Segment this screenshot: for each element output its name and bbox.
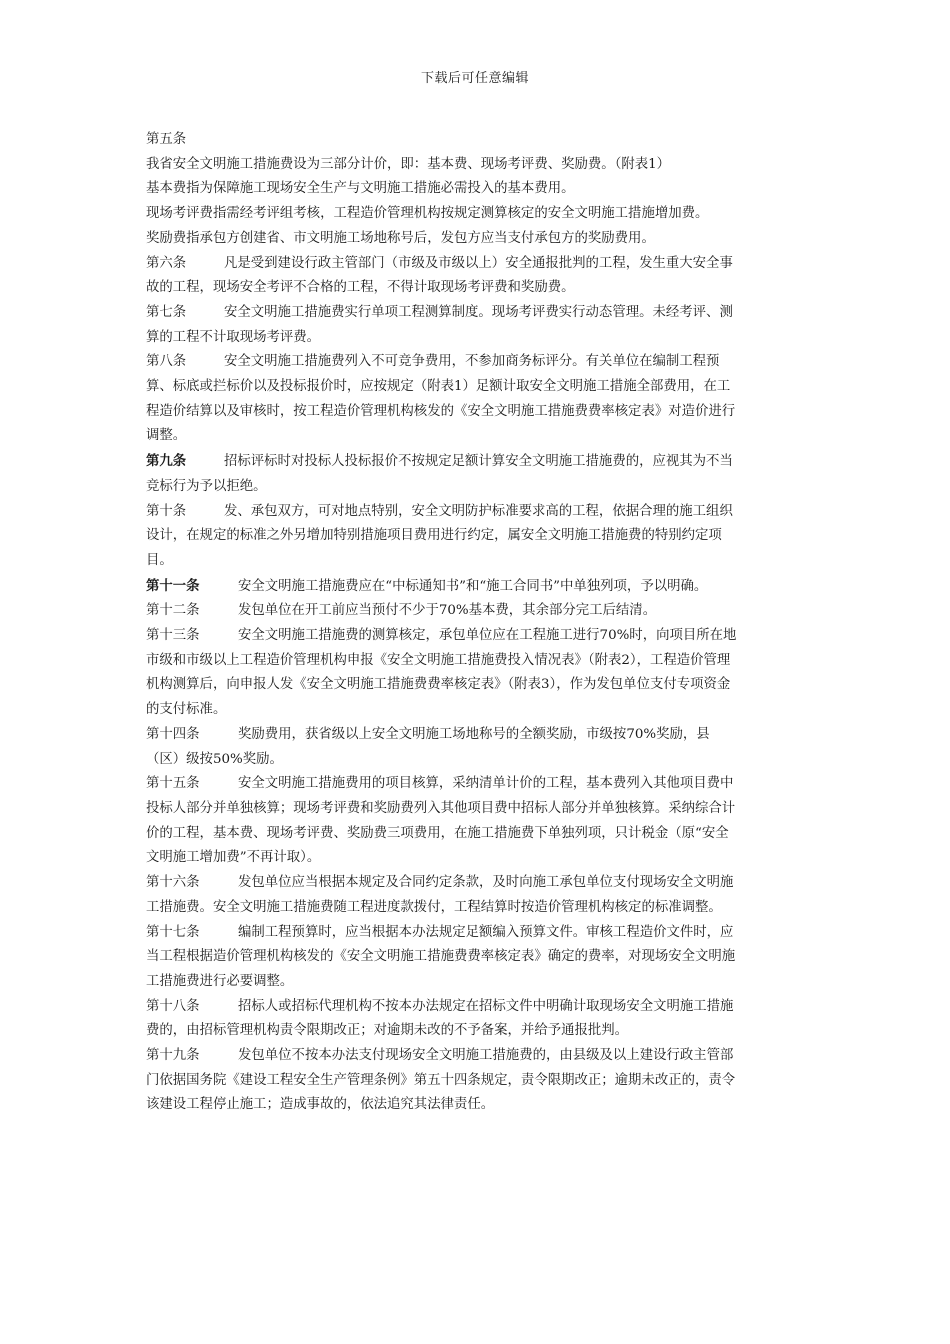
article-number: 第十二条: [146, 603, 200, 619]
paragraph-article-16: [146, 871, 742, 920]
article-text: 我省安全文明施工措施费设为三部分计价，即：基本费、现场考评费、奖励费。（附表1）: [146, 156, 671, 172]
article-text: 招标评标时对投标人投标报价不按规定足额计算安全文明施工措施费的，应视其为不当竞标行为予以拒绝。: [146, 454, 733, 494]
paragraph-basic-fee: [146, 177, 742, 202]
paragraph-article-8: [146, 350, 742, 449]
article-text: 编制工程预算时，应当根据本办法规定足额编入预算文件。审核工程造价文件时，应当工程根据造价管理机构核发的《安全文明施工措施费费率核定表》确定的费率，对现场安全文明施工措施费进行必要调整。: [146, 924, 736, 989]
article-text: 安全文明施工措施费的测算核定，承包单位应在工程施工进行70%时，向项目所在地市级和市级以上工程造价管理机构申报《安全文明施工措施费投入情况表》（附表2），工程造价管理机构测算后，向申报人发《安全文明施工措施费费率核定表》（附表3），作为发包单位支付专项资金的支付标准。: [146, 628, 737, 718]
article-number: 第十条: [146, 503, 187, 519]
paragraph-article-17: [146, 921, 742, 995]
article-number: 第十一条: [146, 577, 200, 594]
article-text: 发包单位应当根据本规定及合同约定条款，及时向施工承包单位支付现场安全文明施工措施费。安全文明施工措施费随工程进度款拨付，工程结算时按造价管理机构核定的标准调整。: [146, 875, 734, 915]
paragraph-article-13: [146, 624, 742, 723]
article-text: 安全文明施工措施费列入不可竞争费用，不参加商务标评分。有关单位在编制工程预算、标底或拦标价以及投标报价时，应按规定（附表1）足额计取安全文明施工措施全部费用，在工程造价结算以及审核时，按工程造价管理机构核发的《安全文明施工措施费费率核定表》对造价进行调整。: [146, 354, 736, 444]
article-text: 安全文明施工措施费用的项目核算，采纳清单计价的工程，基本费列入其他项目费中投标人部分并单独核算；现场考评费和奖励费列入其他项目费中招标人部分并单独核算。采纳综合计价的工程，基本费、现场考评费、奖励费三项费用，在施工措施费下单独列项，只计税金（原“安全文明施工增加费”不再计取）。: [146, 776, 736, 866]
paragraph-article-9: [146, 449, 742, 499]
paragraph-text: 奖励费指承包方创建省、市文明施工场地称号后，发包方应当支付承包方的奖励费用。: [146, 230, 655, 246]
article-number: 第八条: [146, 354, 187, 370]
article-number: 第七条: [146, 304, 187, 320]
article-number: 第十三条: [146, 628, 200, 644]
article-text: 发、承包双方，可对地点特别，安全文明防护标准要求高的工程，依据合理的施工组织设计，在规定的标准之外另增加特别措施项目费用进行约定，属安全文明施工措施费的特别约定项目。: [146, 503, 733, 568]
article-number: 第十四条: [146, 726, 200, 742]
document-body: [146, 128, 742, 1118]
paragraph-article-10: [146, 500, 742, 574]
paragraph-reward-fee: [146, 227, 742, 252]
article-text: 招标人或招标代理机构不按本办法规定在招标文件中明确计取现场安全文明施工措施费的，由招标管理机构责令限期改正；对逾期未改的不予备案，并给予通报批判。: [146, 998, 734, 1039]
article-text: 发包单位不按本办法支付现场安全文明施工措施费的，由县级及以上建设行政主管部门依据国务院《建设工程安全生产管理条例》第五十四条规定，责令限期改正；逾期未改正的，责令该建设工程停止施工；造成事故的，依法追究其法律责任。: [146, 1048, 736, 1113]
article-number: 第十五条: [146, 776, 200, 792]
paragraph-article-15: [146, 772, 742, 871]
article-text: 安全文明施工措施费实行单项工程测算制度。现场考评费实行动态管理。未经考评、测算的工程不计取现场考评费。: [146, 304, 733, 345]
article-number: 第十八条: [146, 998, 200, 1014]
article-number: 第十七条: [146, 924, 200, 940]
article-text: 凡是受到建设行政主管部门（市级及市级以上）安全通报批判的工程，发生重大安全事故的工程，现场安全考评不合格的工程，不得计取现场考评费和奖励费。: [146, 255, 733, 296]
paragraph-site-eval-fee: [146, 202, 742, 227]
article-text: 安全文明施工措施费应在“中标通知书”和“施工合同书”中单独列项，予以明确。: [238, 578, 708, 594]
article-text: 奖励费用，获省级以上安全文明施工场地称号的全额奖励，市级按70%奖励，县（区）级按50%奖励。: [146, 726, 710, 767]
article-number: 第十六条: [146, 875, 200, 891]
article-text: 发包单位在开工前应当预付不少于70%基本费，其余部分完工后结清。: [238, 603, 657, 619]
paragraph-article-18: [146, 995, 742, 1044]
paragraph-text: 现场考评费指需经考评组考核，工程造价管理机构按规定测算核定的安全文明施工措施增加费。: [146, 206, 709, 222]
paragraph-article-11: [146, 574, 742, 600]
paragraph-article-19: [146, 1044, 742, 1118]
paragraph-text: 基本费指为保障施工现场安全生产与文明施工措施必需投入的基本费用。: [146, 181, 575, 197]
article-number: 第五条: [146, 132, 187, 147]
paragraph-article-14: [146, 723, 742, 772]
article-number: 第十九条: [146, 1048, 200, 1064]
article-number: 第九条: [146, 453, 187, 470]
page-header: 下载后可任意编辑: [420, 71, 529, 86]
paragraph-article-6: [146, 252, 742, 301]
paragraph-article-12: [146, 599, 742, 624]
paragraph-article-5: [146, 128, 742, 177]
paragraph-article-7: [146, 301, 742, 350]
article-number: 第六条: [146, 255, 187, 271]
